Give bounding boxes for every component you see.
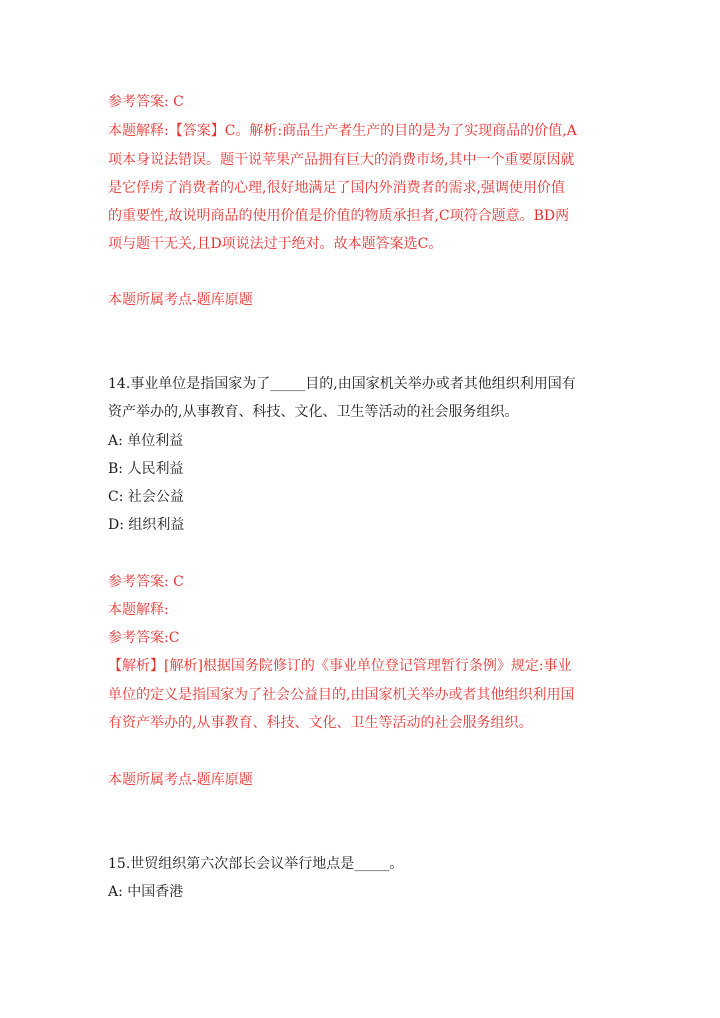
question-stem-line: 资产举办的,从事教育、科技、文化、卫生等活动的社会服务组织。 <box>108 404 519 420</box>
explanation-line: 本题解释:【答案】C。解析:商品生产者生产的目的是为了实现商品的价值,A <box>108 123 577 139</box>
topic-line: 本题所属考点-题库原题 <box>108 292 253 308</box>
answer-line: 参考答案: C <box>108 94 184 110</box>
explanation-line: 单位的定义是指国家为了社会公益目的,由国家机关举办或者其他组织利用国 <box>108 687 575 703</box>
explanation-line: 【解析】[解析]根据国务院修订的《事业单位登记管理暂行条例》规定:事业 <box>108 658 572 674</box>
explanation-line: 的重要性,故说明商品的使用价值是价值的物质承担者,C项符合题意。BD两 <box>108 208 570 224</box>
option-c: C: 社会公益 <box>108 489 184 505</box>
topic-line: 本题所属考点-题库原题 <box>108 772 253 788</box>
explanation-line: 项本身说法错误。题干说苹果产品拥有巨大的消费市场,其中一个重要原因就 <box>108 152 575 168</box>
explanation-label: 本题解释: <box>108 602 169 618</box>
question-stem-line: 14.事业单位是指国家为了_____目的,由国家机关举办或者其他组织利用国有 <box>108 376 576 392</box>
explanation-line: 有资产举办的,从事教育、科技、文化、卫生等活动的社会服务组织。 <box>108 715 533 731</box>
option-a: A: 单位利益 <box>108 433 184 449</box>
answer-line: 参考答案: C <box>108 574 184 590</box>
option-b: B: 人民利益 <box>108 461 184 477</box>
answer-line: 参考答案:C <box>108 630 180 646</box>
explanation-line: 是它俘虏了消费者的心理,很好地满足了国内外消费者的需求,强调使用价值 <box>108 180 565 196</box>
option-d: D: 组织利益 <box>108 517 185 533</box>
option-a: A: 中国香港 <box>108 884 184 900</box>
question-stem-line: 15.世贸组织第六次部长会议举行地点是_____。 <box>108 856 404 872</box>
explanation-line: 项与题干无关,且D项说法过于绝对。故本题答案选C。 <box>108 236 443 252</box>
